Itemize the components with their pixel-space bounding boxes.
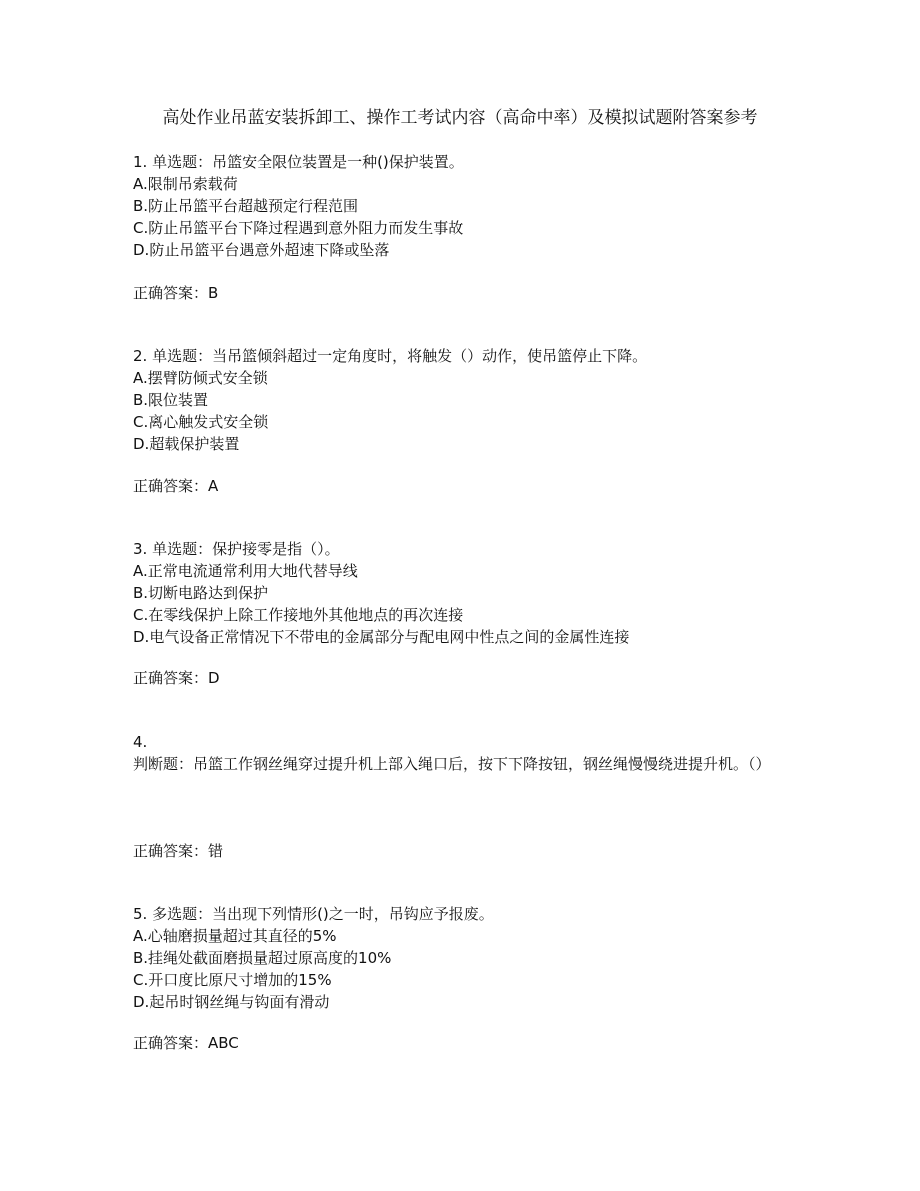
question-4 <box>133 731 793 775</box>
correct-answer: 正确答案：错 <box>133 842 224 860</box>
option-c: C.开口度比原尺寸增加的15% <box>133 971 332 989</box>
question-3 <box>133 538 793 648</box>
option-a: A.心轴磨损量超过其直径的5% <box>133 927 337 945</box>
option-c: C.在零线保护上除工作接地外其他地点的再次连接 <box>133 606 464 624</box>
correct-answer: 正确答案：D <box>133 669 220 687</box>
option-a: A.限制吊索载荷 <box>133 175 238 193</box>
question-stem: 1. 单选题：吊篮安全限位装置是一种()保护装置。 <box>133 153 464 171</box>
option-c: C.防止吊篮平台下降过程遇到意外阻力而发生事故 <box>133 219 464 237</box>
question-1 <box>133 151 793 261</box>
option-b: B.限位装置 <box>133 391 209 409</box>
page-title: 高处作业吊蓝安装拆卸工、操作工考试内容（高命中率）及模拟试题附答案参考 <box>162 108 758 128</box>
question-stem: 判断题：吊篮工作钢丝绳穿过提升机上部入绳口后，按下下降按钮，钢丝绳慢慢绕进提升机。（） <box>133 755 771 773</box>
option-d: D.起吊时钢丝绳与钩面有滑动 <box>133 993 330 1011</box>
question-stem: 5. 多选题：当出现下列情形()之一时，吊钩应予报废。 <box>133 905 494 923</box>
option-a: A.正常电流通常利用大地代替导线 <box>133 562 358 580</box>
option-d: D.超载保护装置 <box>133 435 240 453</box>
correct-answer: 正确答案：A <box>133 477 219 495</box>
option-c: C.离心触发式安全锁 <box>133 413 269 431</box>
question-stem: 3. 单选题：保护接零是指（）。 <box>133 540 340 558</box>
option-d: D.防止吊篮平台遇意外超速下降或坠落 <box>133 241 390 259</box>
option-d: D.电气设备正常情况下不带电的金属部分与配电网中性点之间的金属性连接 <box>133 628 630 646</box>
option-a: A.摆臂防倾式安全锁 <box>133 369 268 387</box>
correct-answer: 正确答案：B <box>133 284 219 302</box>
correct-answer: 正确答案：ABC <box>133 1034 239 1052</box>
question-5 <box>133 903 793 1013</box>
question-number: 4. <box>133 733 148 751</box>
option-b: B.挂绳处截面磨损量超过原高度的10% <box>133 949 392 967</box>
question-2 <box>133 345 793 455</box>
option-b: B.切断电路达到保护 <box>133 584 269 602</box>
option-b: B.防止吊篮平台超越预定行程范围 <box>133 197 359 215</box>
question-stem: 2. 单选题：当吊篮倾斜超过一定角度时，将触发（）动作，使吊篮停止下降。 <box>133 347 648 365</box>
